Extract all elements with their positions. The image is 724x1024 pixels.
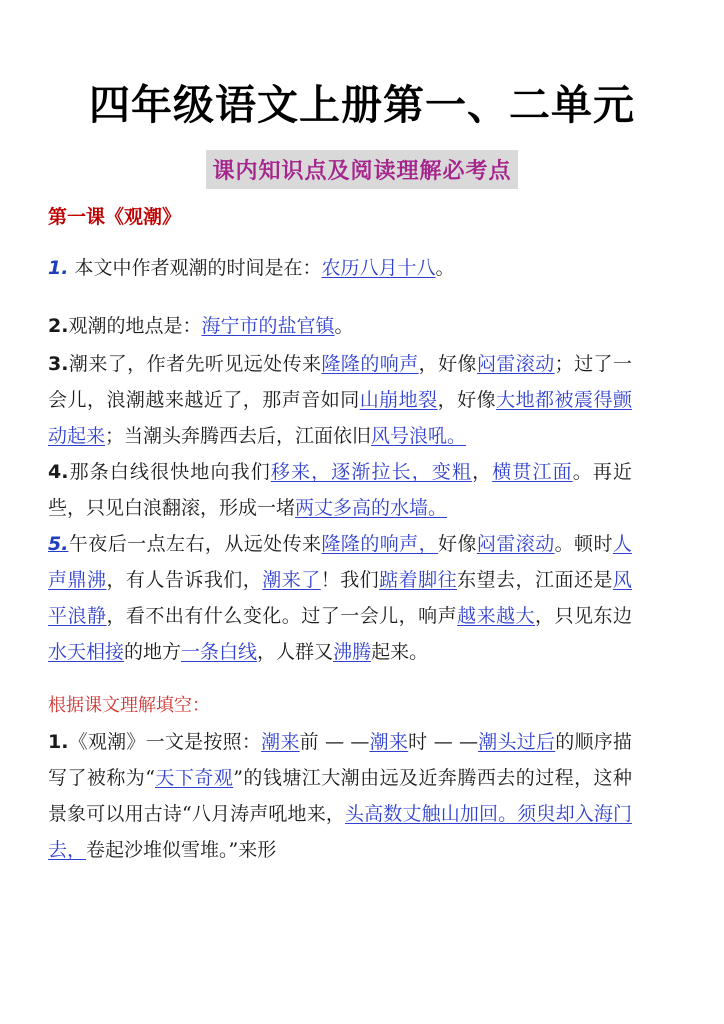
lesson-heading: 第一课《观潮》 — [48, 206, 182, 228]
subtitle-block — [0, 150, 724, 189]
question-text: ”的钱塘江大潮由远及近奔腾西去的过程，这种景象可以用古诗“八月涛声吼地来， — [48, 767, 632, 825]
question-text: 。再近些，只见白浪翻滚，形成一堵 — [48, 461, 632, 519]
question-text: 。 — [435, 257, 455, 279]
question-3 — [48, 346, 632, 454]
question-text: ，好像 — [418, 353, 477, 375]
answer: 风平浪静 — [48, 569, 632, 627]
question-text: 《观潮》一文是按照： — [68, 731, 262, 753]
question-text: 前 — — — [299, 731, 370, 753]
question-text: ，看不出有什么变化。过了一会儿，响声 — [106, 605, 458, 627]
question-text: 的地方 — [124, 641, 182, 663]
question-text: 好像 — [438, 533, 477, 555]
answer: 山崩地裂 — [359, 389, 438, 411]
question-text: ，好像 — [437, 389, 497, 411]
answer: 农历八月十八 — [321, 257, 436, 279]
question-5 — [48, 526, 632, 670]
answer: 头高数丈触山加回。须臾却入海门去， — [48, 803, 632, 861]
answer: 风号浪吼。 — [371, 425, 467, 447]
answer: 人声鼎沸 — [48, 533, 632, 591]
section-heading: 根据课文理解填空： — [48, 695, 210, 716]
document-body — [48, 250, 632, 868]
answer: 隆隆的响声， — [321, 533, 439, 555]
question-text: 。顿时 — [554, 533, 613, 555]
question-text: 观潮的地点是： — [68, 315, 202, 337]
question-text: 的顺序描写了被称为“ — [48, 731, 632, 789]
answer: 踮着脚往 — [379, 569, 458, 591]
answer: 隆隆的响声 — [321, 353, 419, 375]
answer: 潮来了 — [262, 569, 321, 591]
answer: 潮来 — [261, 731, 300, 753]
question-text: 东望去，江面还是 — [457, 569, 613, 591]
answer: 移来，逐渐拉长，变粗 — [270, 461, 473, 483]
answer: 两丈多高的水墙。 — [295, 497, 448, 519]
question-1 — [48, 250, 632, 286]
question-4 — [48, 454, 632, 526]
page-title: 四年级语文上册第一、二单元 — [89, 81, 635, 129]
question-text: ，人群又 — [257, 641, 334, 663]
page-subtitle: 课内知识点及阅读理解必考点 — [206, 150, 517, 189]
answer: 沸腾 — [333, 641, 372, 663]
question-text: ，有人告诉我们， — [106, 569, 263, 591]
question-text: ！我们 — [320, 569, 380, 591]
answer: 一条白线 — [181, 641, 258, 663]
answer: 潮头过后 — [477, 731, 556, 753]
question-text: 。 — [334, 315, 354, 337]
question-number: 1. — [48, 731, 69, 753]
answer: 天下奇观 — [154, 767, 234, 789]
question-text: 潮来了，作者先听见远处传来 — [68, 353, 322, 375]
question-text: 起来。 — [371, 641, 429, 663]
question-text: 时 — — — [408, 731, 478, 753]
question-text: ；过了一会儿，浪潮越来越近了，那声音如同 — [48, 353, 632, 411]
question-number: 4. — [48, 461, 69, 483]
question-text: ，只见东边 — [535, 605, 632, 627]
answer: 大地都被震得颤动起来 — [48, 389, 632, 447]
question-number: 5. — [48, 533, 69, 555]
question-number: 1. — [48, 257, 69, 279]
answer: 潮来 — [369, 731, 409, 753]
question-text: 午夜后一点左右，从远处传来 — [68, 533, 322, 555]
question-2 — [48, 308, 632, 344]
question-text: 本文中作者观潮的时间是在： — [68, 257, 322, 279]
answer: 海宁市的盐官镇 — [201, 315, 335, 337]
question-text: ；当潮头奔腾西去后，江面依旧 — [105, 425, 372, 447]
answer: 闷雷滚动 — [476, 533, 555, 555]
question-text: 那条白线很快地向我们 — [68, 461, 271, 483]
fill-question-1 — [48, 724, 632, 868]
answer: 水天相接 — [48, 641, 125, 663]
question-number: 3. — [48, 353, 69, 375]
answer: 闷雷滚动 — [476, 353, 555, 375]
question-text: ， — [472, 461, 493, 483]
question-text: 卷起沙堆似雪堆。”来形 — [86, 839, 277, 861]
question-number: 2. — [48, 315, 69, 337]
answer: 横贯江面 — [492, 461, 573, 483]
answer: 越来越大 — [457, 605, 536, 627]
